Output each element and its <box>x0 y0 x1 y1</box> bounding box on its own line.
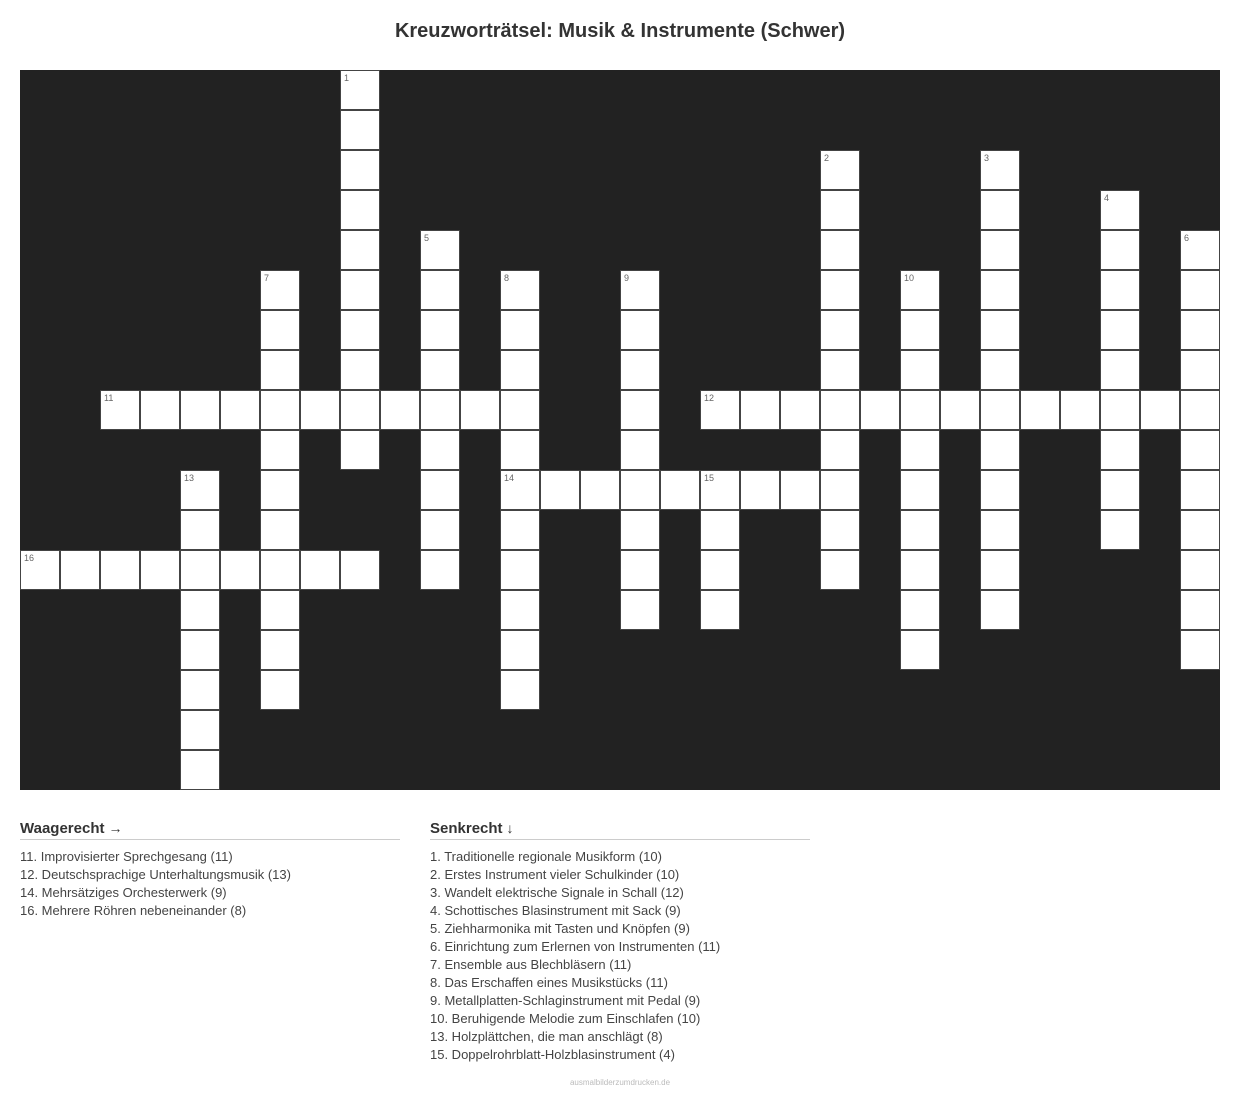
clue-item: 5. Ziehharmonika mit Tasten und Knöpfen (9) <box>430 921 690 936</box>
footer-credit: ausmalbilderzumdrucken.de <box>569 1078 671 1087</box>
crossword-cell[interactable] <box>180 550 220 590</box>
crossword-cell[interactable] <box>740 390 780 430</box>
crossword-cell[interactable] <box>980 390 1020 430</box>
clue-item: 10. Beruhigende Melodie zum Einschlafen (10) <box>430 1011 701 1026</box>
crossword-cell[interactable] <box>180 630 220 670</box>
crossword-cell[interactable] <box>860 390 900 430</box>
crossword-cell[interactable] <box>500 350 540 390</box>
crossword-cell[interactable] <box>620 390 660 430</box>
crossword-cell[interactable] <box>1180 270 1220 310</box>
crossword-cell[interactable] <box>260 630 300 670</box>
crossword-cell[interactable] <box>820 470 860 510</box>
crossword-cell[interactable] <box>980 350 1020 390</box>
clue-item: 3. Wandelt elektrische Signale in Schall (12) <box>430 885 684 900</box>
clue-number: 5 <box>424 233 430 243</box>
crossword-cell[interactable] <box>340 430 380 470</box>
clue-number: 15 <box>704 473 715 483</box>
across-clues <box>20 820 400 920</box>
crossword-cell[interactable] <box>620 550 660 590</box>
down-heading <box>430 820 810 840</box>
right-arrow-icon: → <box>108 820 123 836</box>
crossword-cell[interactable] <box>500 470 540 510</box>
crossword-cell[interactable] <box>1180 510 1220 550</box>
crossword-cell[interactable] <box>500 670 540 710</box>
clue-number: 9 <box>624 273 630 283</box>
crossword-cell[interactable] <box>980 510 1020 550</box>
crossword-cell[interactable] <box>340 190 380 230</box>
clue-item: 6. Einrichtung zum Erlernen von Instrumenten (11) <box>430 939 721 954</box>
crossword-cell[interactable] <box>900 630 940 670</box>
crossword-cell[interactable] <box>820 390 860 430</box>
across-heading <box>20 820 400 840</box>
crossword-cell[interactable] <box>140 550 180 590</box>
crossword-cell[interactable] <box>260 670 300 710</box>
crossword-cell[interactable] <box>1100 470 1140 510</box>
crossword-cell[interactable] <box>500 270 540 310</box>
clue-number: 16 <box>24 553 35 563</box>
down-arrow-icon: ↓ <box>506 820 514 836</box>
crossword-cell[interactable] <box>1100 190 1140 230</box>
crossword-cell[interactable] <box>820 190 860 230</box>
crossword-cell[interactable] <box>340 390 380 430</box>
clue-number: 7 <box>264 273 270 283</box>
crossword-cell[interactable] <box>500 590 540 630</box>
crossword-cell[interactable] <box>180 670 220 710</box>
crossword-cell[interactable] <box>340 70 380 110</box>
down-clues <box>430 820 810 1064</box>
crossword-cell[interactable] <box>900 430 940 470</box>
crossword-cell[interactable] <box>420 230 460 270</box>
crossword-cell[interactable] <box>1140 390 1180 430</box>
crossword-cell[interactable] <box>1180 430 1220 470</box>
clue-item: 13. Holzplättchen, die man anschlägt (8) <box>430 1029 663 1044</box>
crossword-cell[interactable] <box>820 550 860 590</box>
crossword-cell[interactable] <box>260 590 300 630</box>
crossword-cell[interactable] <box>620 430 660 470</box>
crossword-cell[interactable] <box>1060 390 1100 430</box>
crossword-cell[interactable] <box>1100 310 1140 350</box>
clue-item: 14. Mehrsätziges Orchesterwerk (9) <box>20 885 227 900</box>
crossword-cell[interactable] <box>180 710 220 750</box>
crossword-cell[interactable] <box>1100 350 1140 390</box>
crossword-cell[interactable] <box>260 470 300 510</box>
crossword-cell[interactable] <box>700 550 740 590</box>
crossword-cell[interactable] <box>340 150 380 190</box>
crossword-cell[interactable] <box>1180 230 1220 270</box>
crossword-cell[interactable] <box>900 350 940 390</box>
crossword-cell[interactable] <box>420 390 460 430</box>
crossword-cell[interactable] <box>820 310 860 350</box>
crossword-cell[interactable] <box>220 390 260 430</box>
crossword-cell[interactable] <box>700 510 740 550</box>
crossword-cell[interactable] <box>500 550 540 590</box>
crossword-cell[interactable] <box>980 590 1020 630</box>
crossword-cell[interactable] <box>420 470 460 510</box>
crossword-cell[interactable] <box>260 430 300 470</box>
clue-number: 4 <box>1104 193 1110 203</box>
crossword-cell[interactable] <box>1180 310 1220 350</box>
crossword-cell[interactable] <box>180 590 220 630</box>
crossword-cell[interactable] <box>1180 550 1220 590</box>
crossword-cell[interactable] <box>820 350 860 390</box>
clue-item: 9. Metallplatten-Schlaginstrument mit Pedal (9) <box>430 993 701 1008</box>
crossword-cell[interactable] <box>620 590 660 630</box>
crossword-cell[interactable] <box>420 310 460 350</box>
crossword-cell[interactable] <box>500 630 540 670</box>
crossword-cell[interactable] <box>820 510 860 550</box>
crossword-cell[interactable] <box>580 470 620 510</box>
crossword-cell[interactable] <box>180 510 220 550</box>
clue-number: 14 <box>504 473 515 483</box>
crossword-cell[interactable] <box>420 350 460 390</box>
crossword-cell[interactable] <box>900 590 940 630</box>
crossword-cell[interactable] <box>1180 350 1220 390</box>
crossword-cell[interactable] <box>1180 630 1220 670</box>
crossword-cell[interactable] <box>340 110 380 150</box>
crossword-cell[interactable] <box>20 550 60 590</box>
crossword-cell[interactable] <box>540 470 580 510</box>
crossword-cell[interactable] <box>940 390 980 430</box>
crossword-cell[interactable] <box>1100 510 1140 550</box>
crossword-cell[interactable] <box>620 310 660 350</box>
crossword-cell[interactable] <box>500 310 540 350</box>
crossword-cell[interactable] <box>340 350 380 390</box>
clue-number: 11 <box>104 393 114 403</box>
crossword-cell[interactable] <box>140 390 180 430</box>
crossword-cell[interactable] <box>60 550 100 590</box>
clue-item: 8. Das Erschaffen eines Musikstücks (11) <box>430 975 668 990</box>
crossword-cell[interactable] <box>180 750 220 790</box>
crossword-cell[interactable] <box>820 230 860 270</box>
crossword-cell[interactable] <box>220 550 260 590</box>
crossword-cell[interactable] <box>980 150 1020 190</box>
crossword-cell[interactable] <box>340 230 380 270</box>
crossword-cell[interactable] <box>980 430 1020 470</box>
clue-number: 8 <box>504 273 510 283</box>
crossword-cell[interactable] <box>260 350 300 390</box>
crossword-cell[interactable] <box>700 590 740 630</box>
crossword-cell[interactable] <box>900 550 940 590</box>
clue-item: 16. Mehrere Röhren nebeneinander (8) <box>20 903 247 918</box>
crossword-cell[interactable] <box>260 390 300 430</box>
crossword-cell[interactable] <box>620 350 660 390</box>
crossword-cell[interactable] <box>620 470 660 510</box>
page-title: Kreuzworträtsel: Musik & Instrumente (Schwer) <box>394 20 846 42</box>
crossword-cell[interactable] <box>900 310 940 350</box>
crossword-cell[interactable] <box>500 430 540 470</box>
crossword-cell[interactable] <box>900 390 940 430</box>
crossword-cell[interactable] <box>380 390 420 430</box>
crossword-cell[interactable] <box>300 390 340 430</box>
crossword-cell[interactable] <box>620 510 660 550</box>
crossword-cell[interactable] <box>260 550 300 590</box>
crossword-cell[interactable] <box>260 270 300 310</box>
clue-item: 1. Traditionelle regionale Musikform (10) <box>430 849 662 864</box>
crossword-cell[interactable] <box>780 390 820 430</box>
clue-item: 2. Erstes Instrument vieler Schulkinder (10) <box>430 867 680 882</box>
crossword-cell[interactable] <box>900 510 940 550</box>
crossword-cell[interactable] <box>1180 590 1220 630</box>
across-heading-label: Waagerecht <box>20 820 105 837</box>
crossword-cell[interactable] <box>1100 270 1140 310</box>
crossword-cell[interactable] <box>460 390 500 430</box>
crossword-cell[interactable] <box>260 310 300 350</box>
crossword-cell[interactable] <box>660 470 700 510</box>
crossword-cell[interactable] <box>820 430 860 470</box>
crossword-cell[interactable] <box>700 470 740 510</box>
clue-number: 3 <box>984 153 990 163</box>
crossword-cell[interactable] <box>420 270 460 310</box>
clue-item: 12. Deutschsprachige Unterhaltungsmusik (13) <box>20 867 291 882</box>
crossword-cell[interactable] <box>900 470 940 510</box>
crossword-grid <box>20 70 1220 790</box>
crossword-cell[interactable] <box>980 470 1020 510</box>
crossword-cell[interactable] <box>180 470 220 510</box>
crossword-cell[interactable] <box>620 270 660 310</box>
crossword-cell[interactable] <box>820 270 860 310</box>
crossword-cell[interactable] <box>420 510 460 550</box>
crossword-cell[interactable] <box>820 150 860 190</box>
crossword-cell[interactable] <box>1100 230 1140 270</box>
crossword-cell[interactable] <box>980 270 1020 310</box>
crossword-cell[interactable] <box>420 430 460 470</box>
crossword-cell[interactable] <box>700 390 740 430</box>
clue-item: 11. Improvisierter Sprechgesang (11) <box>20 849 233 864</box>
crossword-cell[interactable] <box>340 550 380 590</box>
crossword-cell[interactable] <box>740 470 780 510</box>
clue-number: 6 <box>1184 233 1190 243</box>
crossword-cell[interactable] <box>780 470 820 510</box>
crossword-cell[interactable] <box>1100 390 1140 430</box>
crossword-cell[interactable] <box>1180 470 1220 510</box>
crossword-cell[interactable] <box>420 550 460 590</box>
clue-item: 7. Ensemble aus Blechbläsern (11) <box>430 957 632 972</box>
down-heading-label: Senkrecht <box>430 820 503 837</box>
clue-number: 1 <box>344 73 350 83</box>
crossword-cell[interactable] <box>980 550 1020 590</box>
crossword-cell[interactable] <box>260 510 300 550</box>
crossword-cell[interactable] <box>980 230 1020 270</box>
crossword-cell[interactable] <box>340 270 380 310</box>
clue-item: 15. Doppelrohrblatt-Holzblasinstrument (4) <box>430 1047 675 1062</box>
clue-number: 10 <box>904 273 915 283</box>
clue-number: 13 <box>184 473 195 483</box>
crossword-cell[interactable] <box>100 390 140 430</box>
clue-number: 12 <box>704 393 715 403</box>
crossword-cell[interactable] <box>300 550 340 590</box>
clue-item: 4. Schottisches Blasinstrument mit Sack (9) <box>430 903 681 918</box>
crossword-cell[interactable] <box>1020 390 1060 430</box>
crossword-cell[interactable] <box>900 270 940 310</box>
crossword-cell[interactable] <box>340 310 380 350</box>
crossword-cell[interactable] <box>500 510 540 550</box>
crossword-cell[interactable] <box>180 390 220 430</box>
crossword-cell[interactable] <box>1180 390 1220 430</box>
crossword-cell[interactable] <box>980 190 1020 230</box>
clue-number: 2 <box>824 153 830 163</box>
crossword-cell[interactable] <box>500 390 540 430</box>
crossword-cell[interactable] <box>100 550 140 590</box>
crossword-cell[interactable] <box>1100 430 1140 470</box>
crossword-cell[interactable] <box>980 310 1020 350</box>
